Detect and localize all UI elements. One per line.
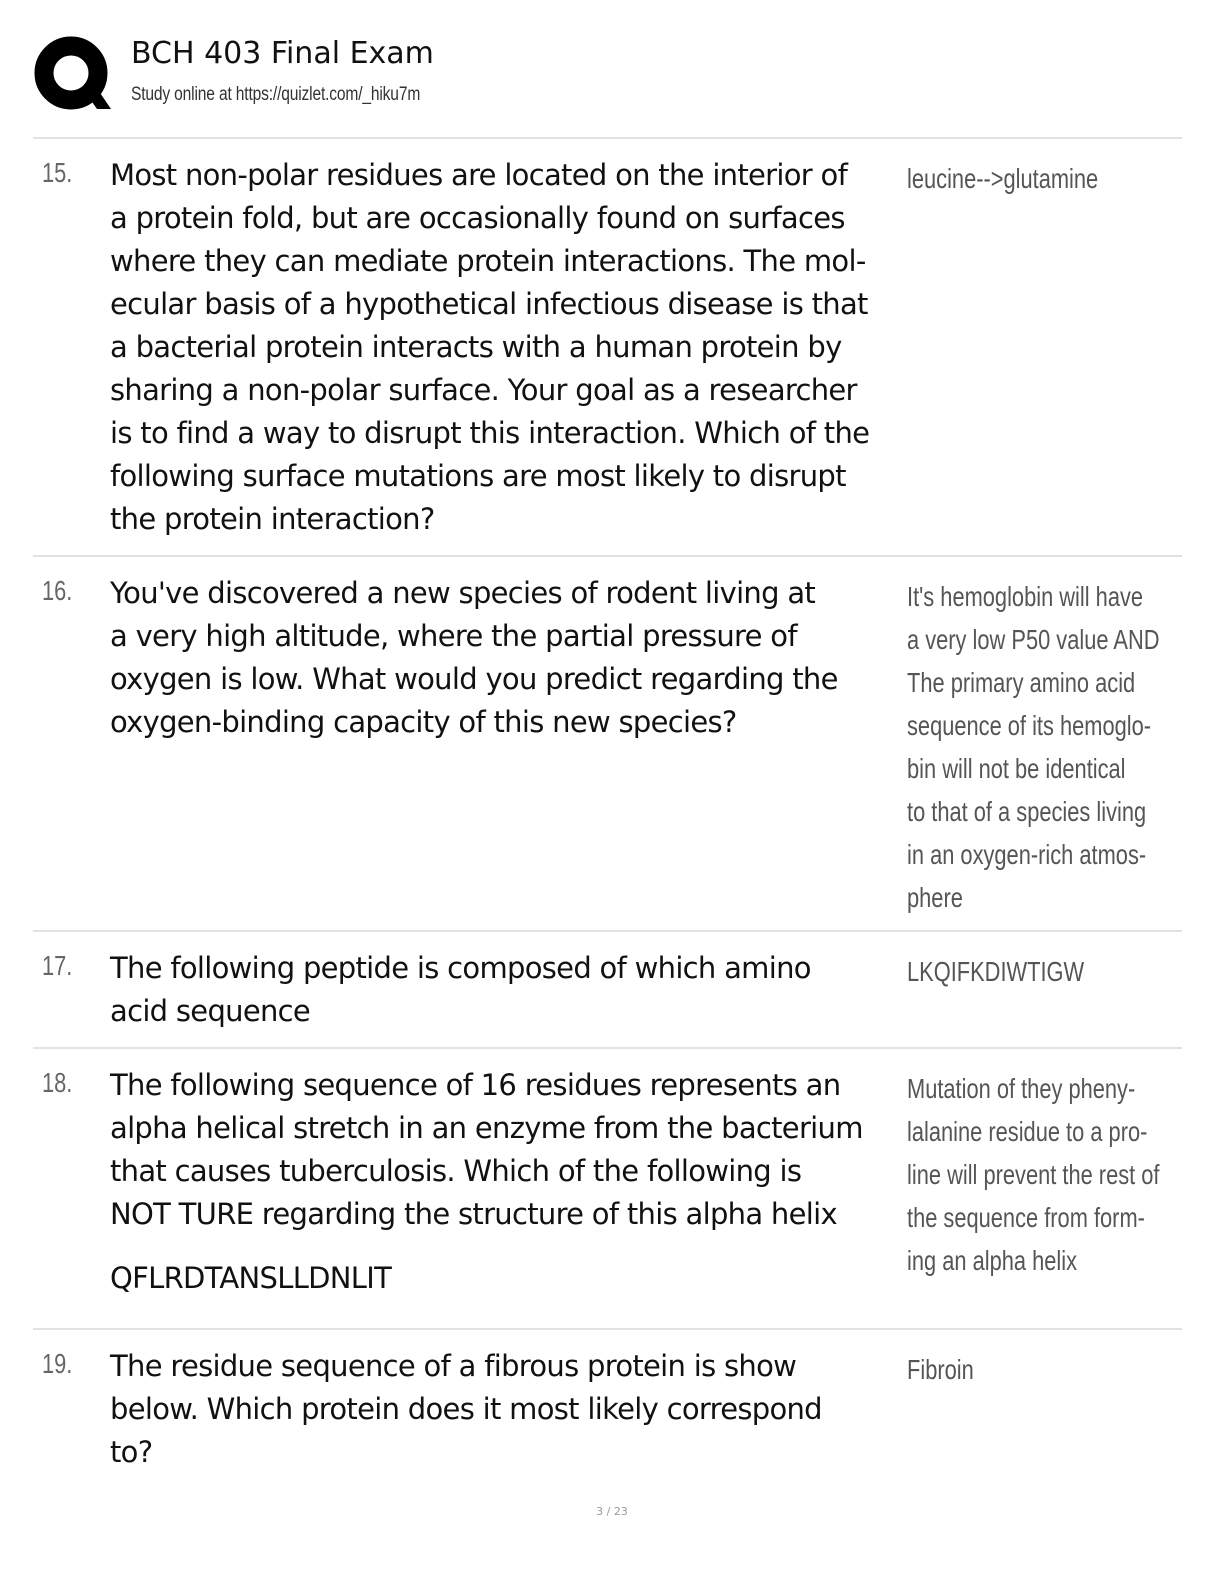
question-line: The residue sequence of a fibrous protein is show xyxy=(110,1349,797,1383)
question-text xyxy=(110,1345,910,1474)
question-line: ecular basis of a hypothetical infectious disease is that xyxy=(110,287,868,321)
question-line: You've discovered a new species of rodent living at xyxy=(110,576,816,610)
answer-line: It's hemoglobin will have xyxy=(907,581,1144,612)
answer-line: a very low P50 value AND xyxy=(907,624,1160,655)
question-line: a bacterial protein interacts with a human protein by xyxy=(110,330,842,364)
card-number: 18. xyxy=(42,1067,73,1098)
answer-line: to that of a species living xyxy=(907,796,1147,827)
question-text xyxy=(110,154,910,541)
question-line: oxygen is low. What would you predict regarding the xyxy=(110,662,838,696)
question-line: Most non-polar residues are located on the interior of xyxy=(110,158,848,192)
question-line: The following peptide is composed of which amino xyxy=(110,951,811,985)
study-online-link[interactable]: Study online at https://quizlet.com/_hiku7m xyxy=(131,84,421,105)
quizlet-logo-icon xyxy=(33,35,111,113)
answer-line: LKQIFKDIWTIGW xyxy=(907,956,1085,987)
question-line: sharing a non-polar surface. Your goal as a researcher xyxy=(110,373,857,407)
answer-line: ing an alpha helix xyxy=(907,1245,1078,1276)
answer-line: in an oxygen-rich atmos- xyxy=(907,839,1147,870)
question-text xyxy=(110,572,910,744)
question-line: following surface mutations are most likely to disrupt xyxy=(110,459,846,493)
question-line: The following sequence of 16 residues represents an xyxy=(110,1068,841,1102)
card-number: 16. xyxy=(42,575,73,606)
card-divider xyxy=(33,1328,1182,1330)
card-divider xyxy=(33,930,1182,932)
answer-text xyxy=(907,950,1084,993)
question-line: NOT TURE regarding the structure of this alpha helix xyxy=(110,1197,837,1231)
answer-line: phere xyxy=(907,882,963,913)
question-line: that causes tuberculosis. Which of the following is xyxy=(110,1154,802,1188)
card-divider xyxy=(33,1047,1182,1049)
question-text xyxy=(110,1064,910,1300)
question-line: below. Which protein does it most likely correspond xyxy=(110,1392,822,1426)
question-line: a very high altitude, where the partial pressure of xyxy=(110,619,797,653)
answer-text xyxy=(907,1348,974,1391)
page-number: 3 / 23 xyxy=(596,1505,628,1518)
card-divider xyxy=(33,555,1182,557)
question-line: alpha helical stretch in an enzyme from the bacterium xyxy=(110,1111,863,1145)
question-line: a protein fold, but are occasionally found on surfaces xyxy=(110,201,845,235)
card-number: 17. xyxy=(42,950,73,981)
question-line: oxygen-binding capacity of this new species? xyxy=(110,705,737,739)
answer-line: line will prevent the rest of xyxy=(907,1159,1160,1190)
question-line: is to find a way to disrupt this interaction. Which of the xyxy=(110,416,870,450)
question-line: acid sequence xyxy=(110,994,311,1028)
answer-line: leucine-->glutamine xyxy=(907,163,1099,194)
question-text xyxy=(110,947,910,1033)
card-number: 19. xyxy=(42,1348,73,1379)
question-line: the protein interaction? xyxy=(110,502,435,536)
question-line: to? xyxy=(110,1435,153,1469)
answer-text xyxy=(907,157,1098,200)
peptide-sequence: QFLRDTANSLLDNLIT xyxy=(110,1261,392,1295)
answer-text xyxy=(907,1067,1160,1282)
answer-line: the sequence from form- xyxy=(907,1202,1145,1233)
card-number: 15. xyxy=(42,157,73,188)
question-line: where they can mediate protein interactions. The mol- xyxy=(110,244,866,278)
answer-line: Mutation of they pheny- xyxy=(907,1073,1136,1104)
answer-line: lalanine residue to a pro- xyxy=(907,1116,1148,1147)
header-divider xyxy=(33,137,1182,139)
answer-line: sequence of its hemoglo- xyxy=(907,710,1152,741)
answer-line: The primary amino acid xyxy=(907,667,1136,698)
answer-line: bin will not be identical xyxy=(907,753,1126,784)
answer-text xyxy=(907,575,1160,919)
answer-line: Fibroin xyxy=(907,1354,974,1385)
document-title: BCH 403 Final Exam xyxy=(131,36,434,71)
